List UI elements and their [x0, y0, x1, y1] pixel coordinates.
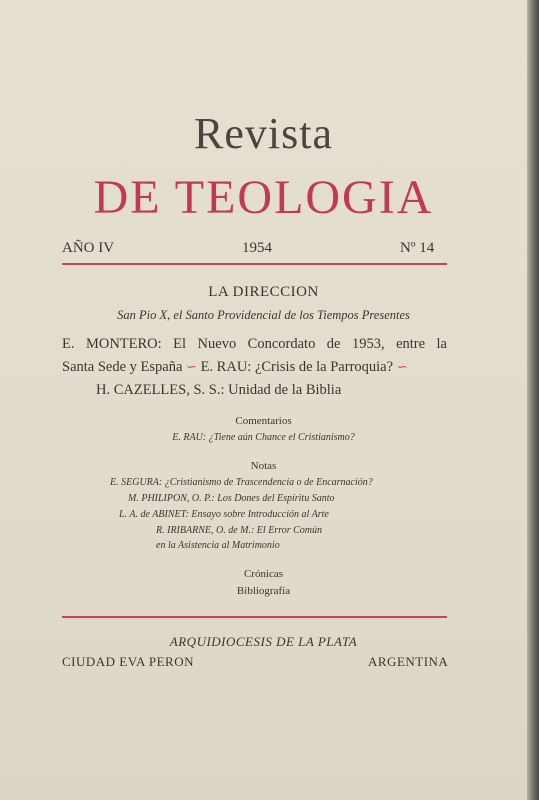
- issue-number: Nº 14: [400, 240, 435, 256]
- background-surface: [527, 0, 539, 800]
- direccion-heading: LA DIRECCION: [208, 284, 319, 300]
- separator-ornament: ∽: [186, 359, 197, 374]
- notas-item: E. SEGURA: ¿Cristianismo de Trascendencia o de Encarnación?: [110, 477, 373, 488]
- issue-year: 1954: [242, 240, 272, 256]
- separator-ornament: ∽: [396, 359, 408, 374]
- title-de-teologia: DE TEOLOGIA: [93, 171, 434, 224]
- notas-item: L. A. de ABINET: Ensayo sobre Introducción al Arte: [119, 509, 329, 520]
- comentarios-item: E. RAU: ¿Tiene aún Chance el Cristianismo?: [172, 432, 355, 443]
- top-divider: [62, 263, 447, 265]
- footer-country: ARGENTINA: [368, 654, 449, 669]
- notas-heading: Notas: [250, 460, 277, 472]
- direccion-subtitle: San Pio X, el Santo Providencial de los Tiempos Presentes: [117, 308, 410, 322]
- article-rau: E. RAU: ¿Crisis de la Parroquia?: [200, 359, 394, 375]
- notas-item: M. PHILIPON, O. P.: Los Dones del Espíritu Santo: [128, 493, 335, 504]
- footer-city: CIUDAD EVA PERON: [62, 654, 194, 669]
- title-revista: Revista: [194, 109, 333, 158]
- article-montero-line2: Santa Sede y España: [62, 359, 183, 375]
- article-montero-line1: E. MONTERO: El Nuevo Concordato de 1953, entre la: [62, 336, 447, 352]
- comentarios-heading: Comentarios: [235, 415, 292, 427]
- article-line2: [62, 359, 408, 376]
- article-cazelles: H. CAZELLES, S. S.: Unidad de la Biblia: [96, 382, 342, 398]
- cronicas-heading: Crónicas: [243, 568, 284, 580]
- notas-item: R. IRIBARNE, O. de M.: El Error Común: [156, 525, 322, 536]
- bottom-divider: [62, 616, 447, 618]
- footer-archdiocese: ARQUIDIOCESIS DE LA PLATA: [169, 634, 358, 649]
- bibliografia-heading: Bibliografía: [236, 585, 291, 597]
- notas-item: en la Asistencia al Matrimonio: [156, 540, 280, 551]
- issue-year-label: AÑO IV: [62, 240, 115, 256]
